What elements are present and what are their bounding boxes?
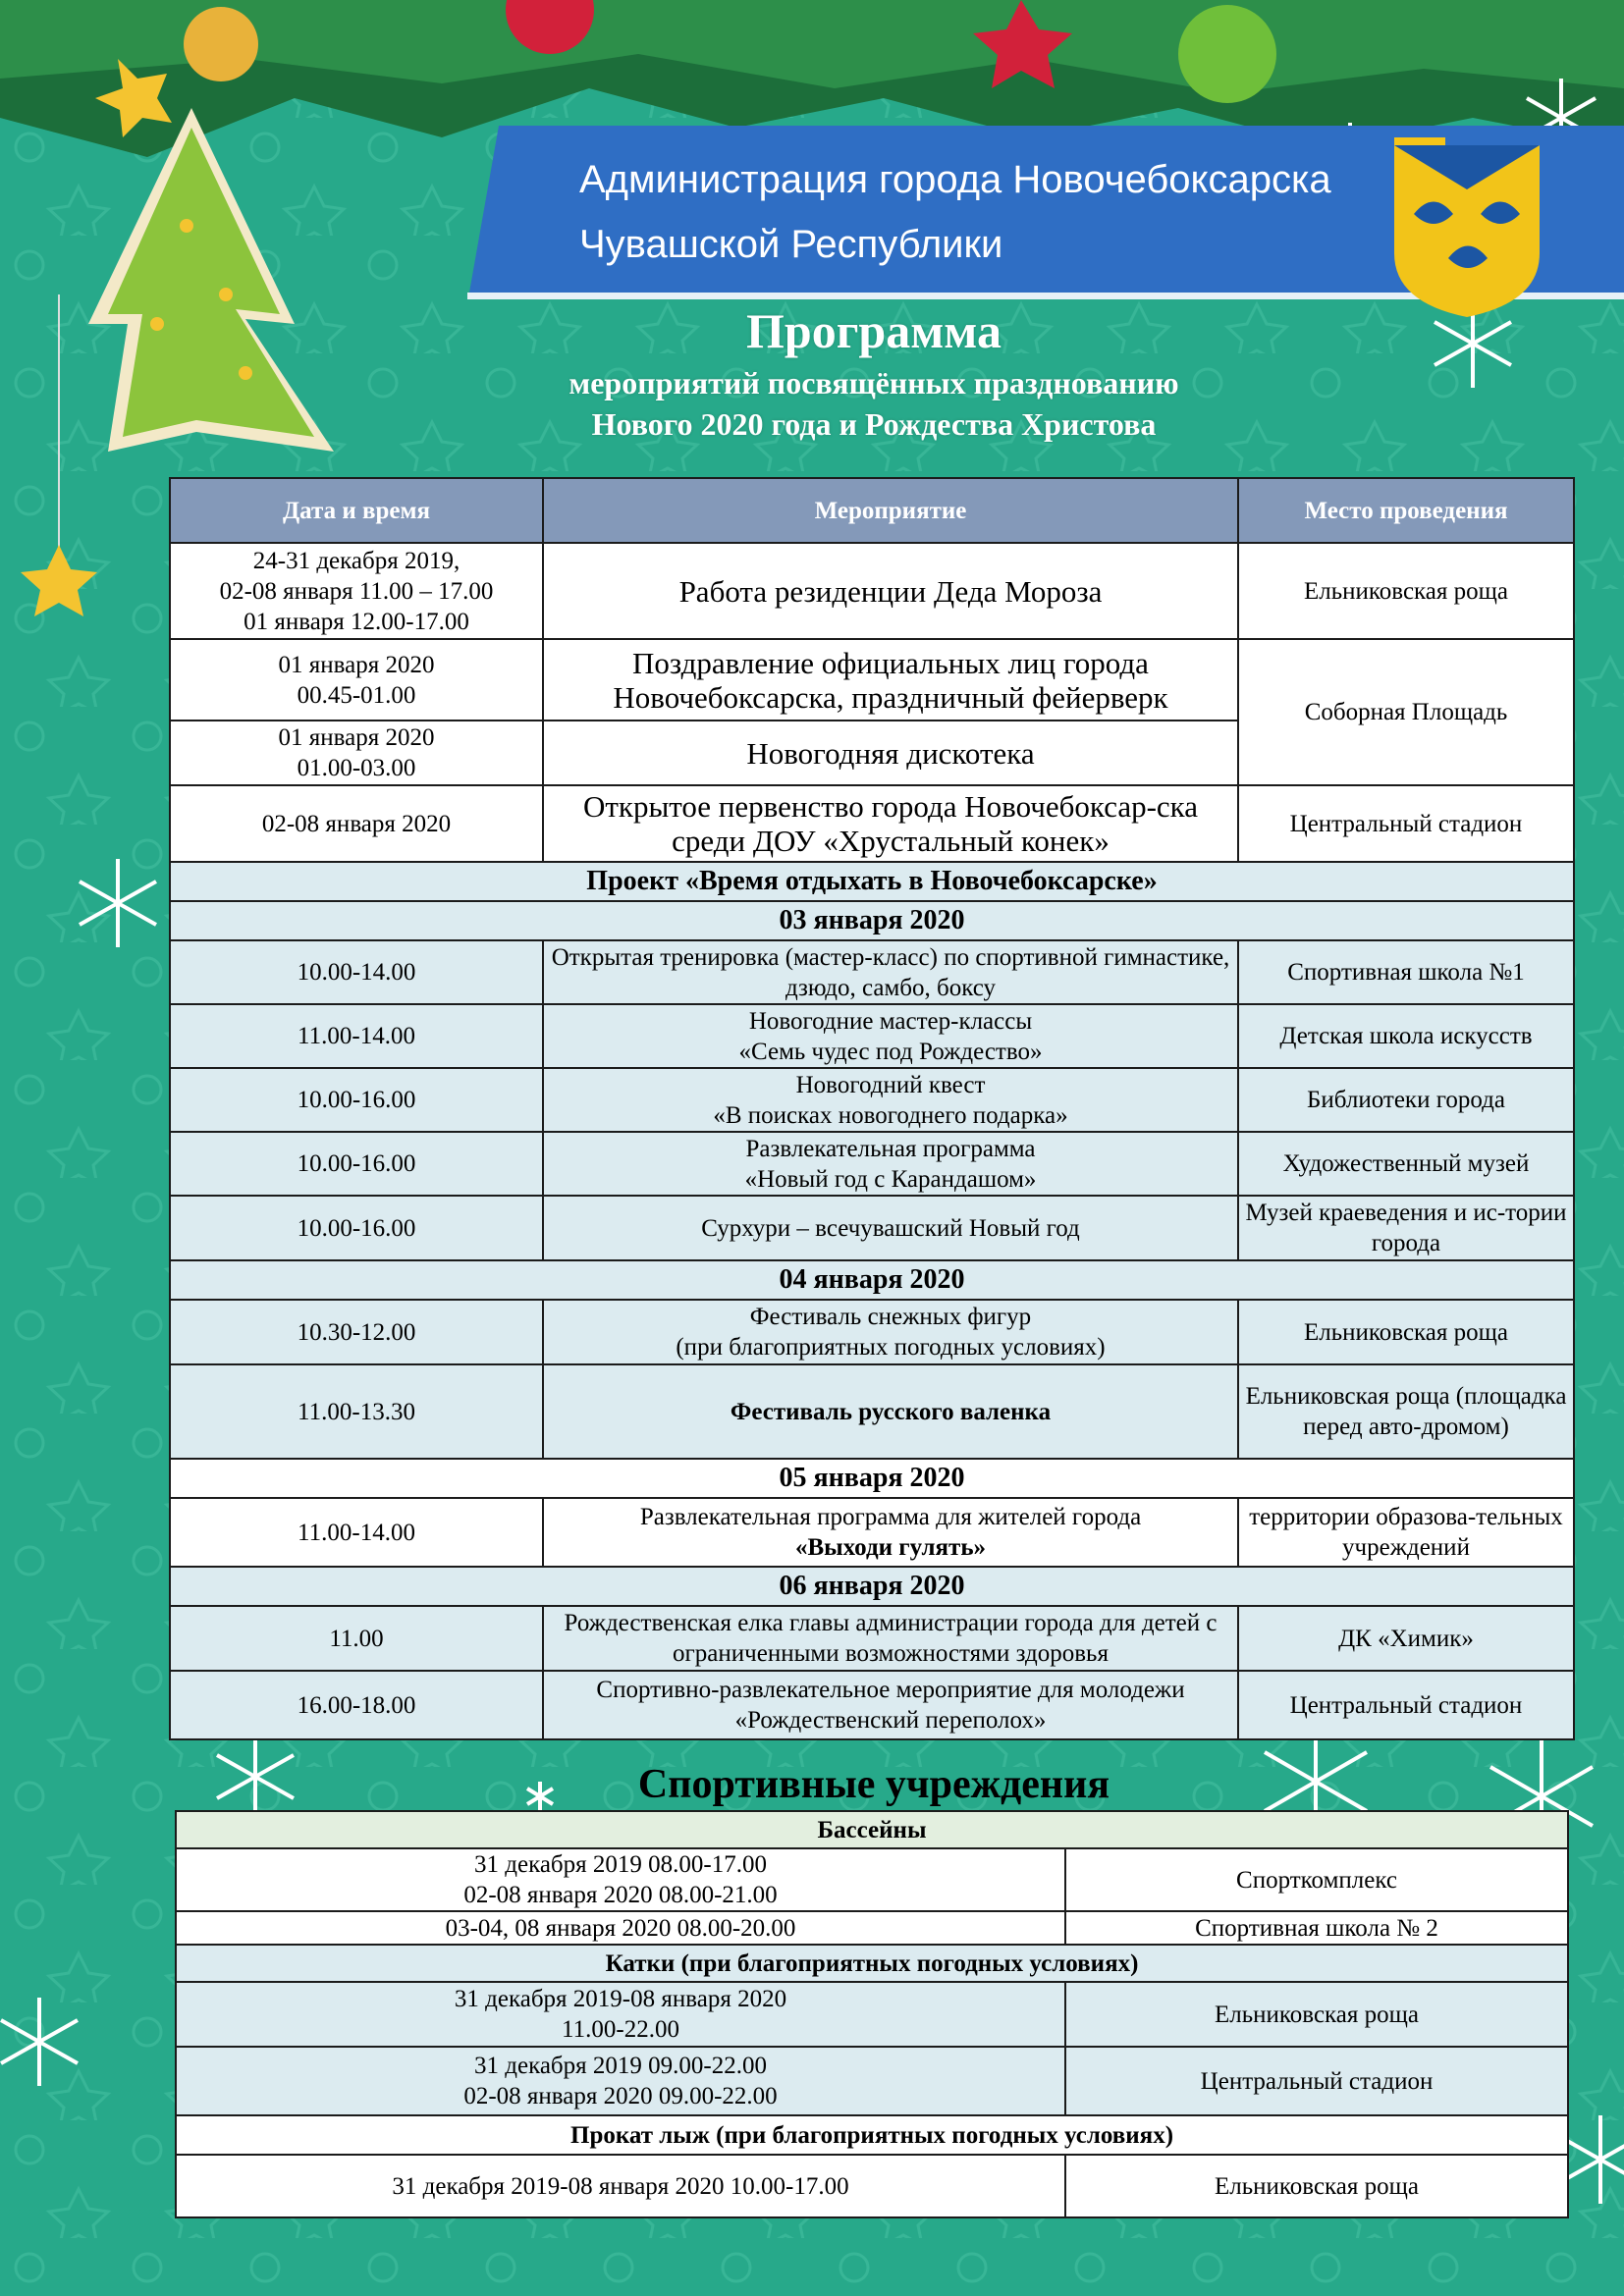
section-heading: Бассейны xyxy=(176,1811,1568,1848)
org-line-1: Администрация города Новочебоксарска xyxy=(579,158,1331,201)
sports-table xyxy=(175,1810,1569,2218)
column-header-place: Место проведения xyxy=(1238,478,1574,543)
program-subtitle-1: мероприятий посвящённых празднованию xyxy=(568,365,1179,400)
table-header-row xyxy=(170,478,1574,543)
day-heading: 05 января 2020 xyxy=(170,1459,1574,1498)
table-row: 01 января 2020 01.00-03.00 Новогодняя дискотека xyxy=(170,721,1574,785)
table-row: 01 января 2020 00.45-01.00 Поздравление официальных лиц города Новочебоксарска, праздничный фейерверк Соборная Площадь xyxy=(170,639,1574,721)
table-row: 03-04, 08 января 2020 08.00-20.00 Спортивная школа № 2 xyxy=(176,1911,1568,1945)
table-row: 11.00-13.30 Фестиваль русского валенка Ельниковская роща (площадка перед авто-дромом) xyxy=(170,1364,1574,1459)
table-row: 11.00 Рождественская елка главы администрации города для детей с ограниченными возможностями здоровья ДК «Химик» xyxy=(170,1606,1574,1671)
table-row: 31 декабря 2019-08 января 2020 10.00-17.00 Ельниковская роща xyxy=(176,2155,1568,2217)
table-row: 24-31 декабря 2019, 02-08 января 11.00 – 17.00 01 января 12.00-17.00 Работа резиденции Деда Мороза Ельниковская роща xyxy=(170,543,1574,639)
event-title: «Выходи гулять» xyxy=(794,1534,987,1561)
schedule-table xyxy=(169,477,1575,1740)
sports-title: Спортивные учреждения xyxy=(637,1762,1110,1807)
table-row: 10.00-14.00 Открытая тренировка (мастер-класс) по спортивной гимнастике, дзюдо, самбо, боксу Спортивная школа №1 xyxy=(170,940,1574,1004)
day-heading: 04 января 2020 xyxy=(170,1260,1574,1300)
org-line-2: Чувашской Республики xyxy=(579,223,1003,266)
column-header-event: Мероприятие xyxy=(543,478,1238,543)
section-heading: Прокат лыж (при благоприятных погодных условиях) xyxy=(176,2115,1568,2155)
ornament-gold xyxy=(184,7,258,81)
ornament-green xyxy=(1178,5,1276,103)
table-row: 02-08 января 2020 Открытое первенство города Новочебоксар-ска среди ДОУ «Хрустальный конек» Центральный стадион xyxy=(170,785,1574,862)
table-row: 31 декабря 2019 09.00-22.00 02-08 января 2020 09.00-22.00 Центральный стадион xyxy=(176,2047,1568,2115)
day-heading: 03 января 2020 xyxy=(170,901,1574,940)
program-subtitle-2: Нового 2020 года и Рождества Христова xyxy=(591,406,1157,442)
table-row: 11.00-14.00 Развлекательная программа для жителей города «Выходи гулять» территории образова-тельных учреждений xyxy=(170,1498,1574,1567)
table-row: 31 декабря 2019 08.00-17.00 02-08 января 2020 08.00-21.00 Спорткомплекс xyxy=(176,1848,1568,1911)
coat-of-arms-icon xyxy=(1394,145,1540,317)
program-title: Программа xyxy=(746,303,1001,358)
table-row: 16.00-18.00 Спортивно-развлекательное мероприятие для молодежи «Рождественский переполох» Центральный стадион xyxy=(170,1671,1574,1739)
table-row: 10.30-12.00 Фестиваль снежных фигур (при благоприятных погодных условиях) Ельниковская роща xyxy=(170,1300,1574,1364)
column-header-date: Дата и время xyxy=(170,478,543,543)
table-row: 11.00-14.00 Новогодние мастер-классы «Семь чудес под Рождество» Детская школа искусств xyxy=(170,1004,1574,1068)
section-heading: Проект «Время отдыхать в Новочебоксарске» xyxy=(170,862,1574,901)
table-row: 10.00-16.00 Новогодний квест «В поисках новогоднего подарка» Библиотеки города xyxy=(170,1068,1574,1132)
table-row: 31 декабря 2019-08 января 2020 11.00-22.00 Ельниковская роща xyxy=(176,1982,1568,2047)
organization-name xyxy=(579,147,1331,277)
day-heading: 06 января 2020 xyxy=(170,1567,1574,1606)
table-row: 10.00-16.00 Развлекательная программа «Новый год с Карандашом» Художественный музей xyxy=(170,1132,1574,1196)
section-heading: Катки (при благоприятных погодных условиях) xyxy=(176,1945,1568,1982)
event-text: Развлекательная программа для жителей города xyxy=(639,1504,1142,1530)
table-row: 10.00-16.00 Сурхури – всечувашский Новый год Музей краеведения и ис-тории города xyxy=(170,1196,1574,1260)
